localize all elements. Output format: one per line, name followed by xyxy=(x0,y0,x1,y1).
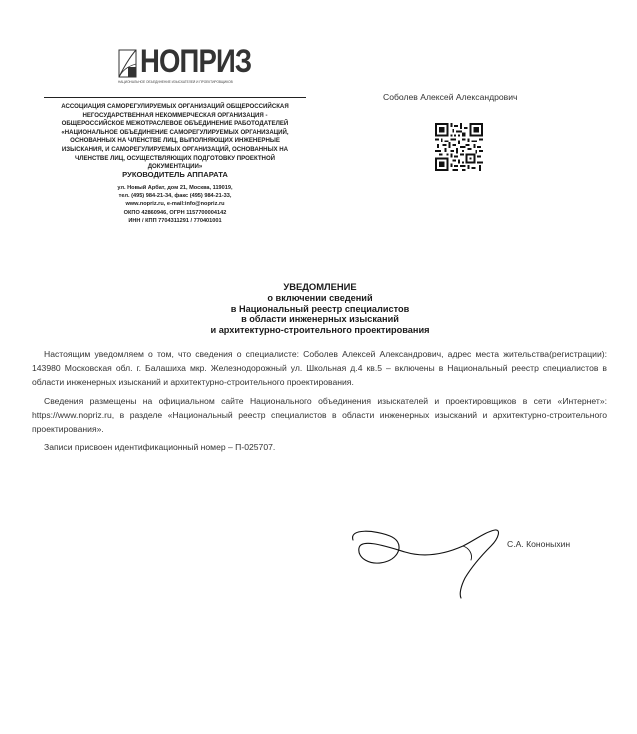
notice-title xyxy=(150,282,490,336)
contact-phone: тел. (495) 984-21-34, факс (495) 984-21-33, xyxy=(118,193,232,200)
nopriz-logo xyxy=(118,43,252,87)
organization-contacts xyxy=(44,184,306,225)
org-line: ЧЛЕНСТВЕ ЛИЦ, ОСУЩЕСТВЛЯЮЩИХ ПОДГОТОВКУ ПРОЕКТНОЙ xyxy=(74,154,276,162)
contact-web-email: www.nopriz.ru, e-mail:info@nopriz.ru xyxy=(125,201,225,208)
handwritten-signature xyxy=(345,518,505,600)
org-line: ОСНОВАННЫХ НА ЧЛЕНСТВЕ ЛИЦ, ВЫПОЛНЯЮЩИХ ИНЖЕНЕРНЫЕ xyxy=(70,137,280,145)
org-line: НЕГОСУДАРСТВЕННАЯ НЕКОММЕРЧЕСКАЯ ОРГАНИЗАЦИЯ - xyxy=(82,111,268,119)
org-line: АССОЦИАЦИЯ САМОРЕГУЛИРУЕМЫХ ОРГАНИЗАЦИЙ ОБЩЕРОССИЙСКАЯ xyxy=(61,103,289,110)
logo-tagline: НАЦИОНАЛЬНОЕ ОБЪЕДИНЕНИЕ ИЗЫСКАТЕЛЕЙ И ПРОЕКТИРОВЩИКОВ xyxy=(118,80,233,84)
logo-wordmark: НОПРИЗ xyxy=(140,43,252,79)
title-line: в Национальный реестр специалистов xyxy=(230,303,410,314)
recipient-name: Соболев Алексей Александрович xyxy=(383,92,518,102)
title-line: и архитектурно-строительного проектирования xyxy=(210,325,430,336)
notice-paragraph: Записи присвоен идентификационный номер – П-025707. xyxy=(44,442,276,453)
contact-address: ул. Новый Арбат, дом 21, Москва, 119019, xyxy=(117,185,233,191)
organization-name xyxy=(44,103,306,172)
org-line: ОБЩЕРОССИЙСКОЕ МЕЖОТРАСЛЕВОЕ ОБЪЕДИНЕНИЕ РАБОТОДАТЕЛЕЙ xyxy=(61,120,289,128)
title-line: УВЕДОМЛЕНИЕ xyxy=(283,281,357,292)
contact-okpo-ogrn: ОКПО 42860946, ОГРН 1157700004142 xyxy=(123,209,227,216)
contact-inn-kpp: ИНН / КПП 7704311291 / 770401001 xyxy=(128,217,222,224)
head-title: РУКОВОДИТЕЛЬ АППАРАТА xyxy=(122,170,228,179)
nopriz-emblem-icon xyxy=(118,47,138,79)
notice-paragraph: Настоящим уведомляем о том, что сведения о специалисте: Соболев Алексей Александрович, адрес места жительства(регистрации): 143980 Московская обл. г. Балашиха мкр. Железнодорожный ул. Школьная д.4 кв.5 – включены в Национальный реестр специалистов в области инженерных изысканий и архитектурно-строительного проектирования. xyxy=(32,349,607,388)
notice-body xyxy=(32,347,607,454)
org-line: «НАЦИОНАЛЬНОЕ ОБЪЕДИНЕНИЕ САМОРЕГУЛИРУЕМЫХ ОРГАНИЗАЦИЙ, xyxy=(61,128,289,136)
title-line: о включении сведений xyxy=(267,292,373,303)
notice-paragraph: Сведения размещены на официальном сайте Национального объединения изыскателей и проектировщиков в сети «Интернет»: https://www.nopriz.ru, в разделе «Национальный реестр специалистов в области инженерных изысканий и архитектурно-строительного проектирования». xyxy=(32,395,607,435)
title-line: в области инженерных изысканий xyxy=(241,314,399,325)
org-line: ДОКУМЕНТАЦИИ» xyxy=(147,163,203,171)
signer-name: С.А. Кононыхин xyxy=(507,539,571,549)
org-line: ИЗЫСКАНИЯ, И САМОРЕГУЛИРУЕМЫХ ОРГАНИЗАЦИЙ, ОСНОВАННЫХ НА xyxy=(61,145,289,153)
qr-code-icon xyxy=(435,123,483,171)
header-divider xyxy=(44,97,306,98)
